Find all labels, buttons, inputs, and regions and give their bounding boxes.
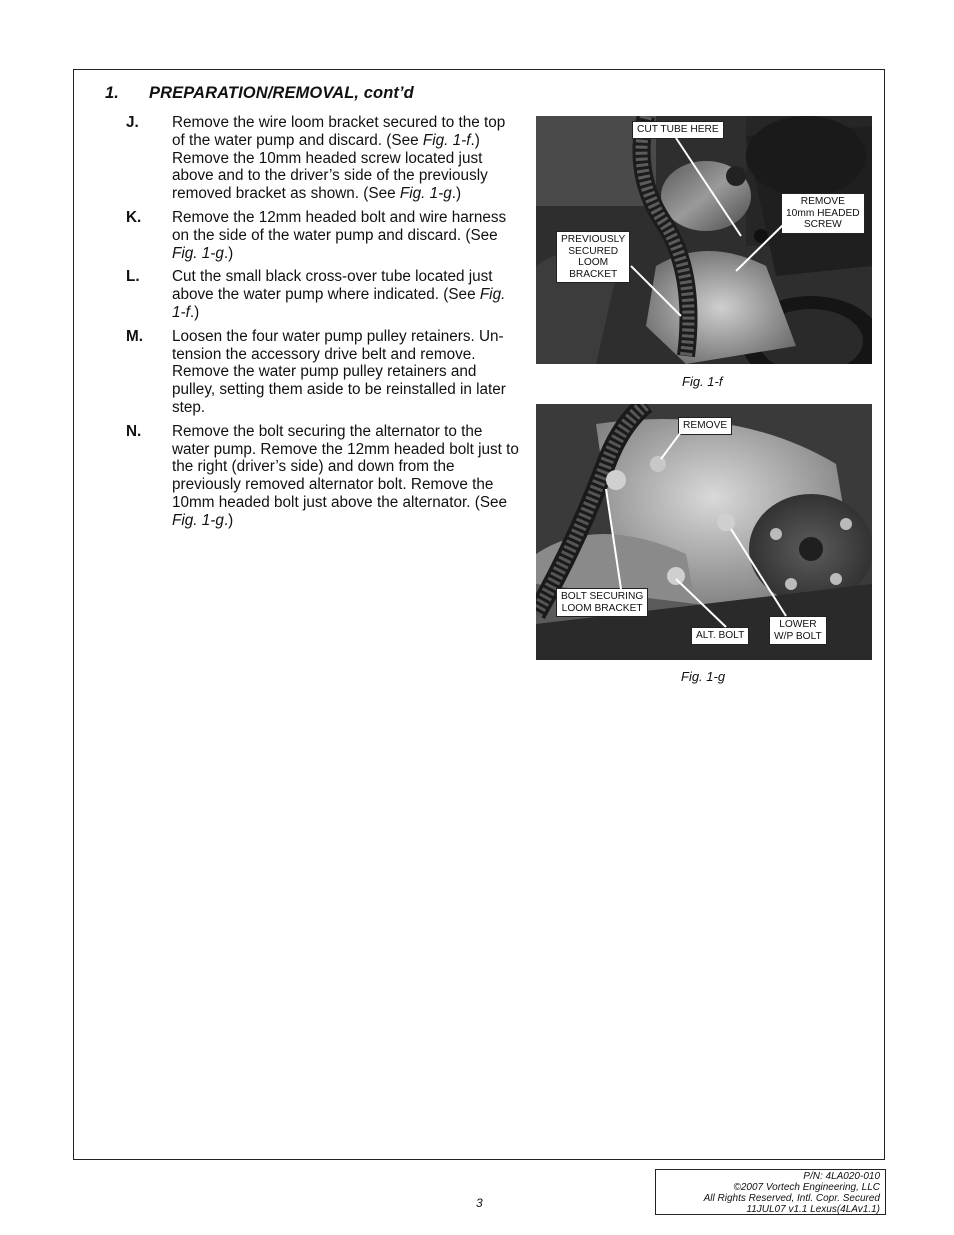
callout-line: SECURED <box>568 245 619 257</box>
step-text: .) <box>451 185 462 203</box>
instruction-step <box>126 114 522 203</box>
section-heading: PREPARATION/REMOVAL, cont’d <box>149 84 414 102</box>
callout-line: LOOM <box>578 257 609 268</box>
instruction-step <box>126 268 522 321</box>
step-text: Remove the wire loom bracket secured to the top of the water pump and discard. (See <box>172 114 506 149</box>
figure-reference: Fig. 1-g <box>172 244 224 262</box>
callout-line: LOWER <box>779 619 817 630</box>
step-letter: M. <box>126 327 143 345</box>
step-letter: N. <box>126 422 142 440</box>
section-title <box>105 84 414 103</box>
step-text: Loosen the four water pump pulley retainers. Un-tension the accessory drive belt and remove. Remove the water pump pulley retainers and pulley, setting them aside to be reinstalled in later step. <box>172 327 506 416</box>
callout-loom-bracket <box>556 231 630 283</box>
callout-loom-bolt <box>556 588 648 617</box>
figure-reference: Fig. 1-f <box>422 131 471 149</box>
copyright: ©2007 Vortech Engineering, LLC <box>733 1182 880 1193</box>
step-letter: K. <box>126 208 142 226</box>
step-text: .) <box>223 511 234 529</box>
step-letter: J. <box>126 114 139 131</box>
figure-1g-photo <box>536 404 872 660</box>
step-letter: L. <box>126 268 140 286</box>
callout-line: REMOVE <box>800 196 845 207</box>
instruction-steps <box>126 114 522 536</box>
callout-remove: REMOVE <box>678 417 732 435</box>
callout-line: SCREW <box>803 219 842 230</box>
callout-remove-screw <box>781 193 865 234</box>
callout-cut-tube: CUT TUBE HERE <box>632 121 724 139</box>
callout-line: 10mm HEADED <box>786 207 860 219</box>
callout-wp-bolt <box>769 616 827 645</box>
instruction-step <box>126 423 522 530</box>
step-text: Remove the bolt securing the alternator to the water pump. Remove the 12mm headed bolt just to the right (driver’s side) and down from the previously removed alternator bolt. Remove the 10mm headed bolt just above the alternator. (See <box>172 422 519 511</box>
figure-reference: Fig. 1-g <box>399 185 452 203</box>
figure-1g-caption: Fig. 1-g <box>681 669 726 684</box>
rights-notice: All Rights Reserved, Intl. Copr. Secured <box>703 1193 880 1204</box>
step-text: Cut the small black cross-over tube located just above the water pump where indicated. (See <box>172 268 493 304</box>
callout-line: PREVIOUSLY <box>561 234 626 245</box>
callout-line: BOLT SECURING <box>561 591 644 602</box>
callout-line: LOOM BRACKET <box>561 602 643 614</box>
part-number: P/N: 4LA020-010 <box>803 1171 880 1182</box>
figure-reference: Fig. 1-f <box>172 286 506 321</box>
instruction-step <box>126 209 522 262</box>
callout-alt-bolt: ALT. BOLT <box>691 627 749 645</box>
figure-reference: Fig. 1-g <box>172 511 224 529</box>
instruction-step <box>126 328 522 417</box>
step-text: .) <box>223 244 234 262</box>
step-text: .) <box>189 303 200 321</box>
step-text: .) Remove the 10mm headed screw located just above and to the driver’s side of the previously removed bracket as shown. (See <box>172 131 488 203</box>
section-number: 1. <box>105 84 119 102</box>
step-text: Remove the 12mm headed bolt and wire harness on the side of the water pump and discard. (See <box>172 208 507 244</box>
callout-line: W/P BOLT <box>774 630 822 642</box>
figure-1f-caption: Fig. 1-f <box>682 374 723 389</box>
callout-line: BRACKET <box>569 268 618 280</box>
page-number: 3 <box>476 1196 483 1210</box>
footer-info-box <box>655 1169 886 1215</box>
figure-1f-photo <box>536 116 872 364</box>
version-info: 11JUL07 v1.1 Lexus(4LAv1.1) <box>746 1204 880 1215</box>
